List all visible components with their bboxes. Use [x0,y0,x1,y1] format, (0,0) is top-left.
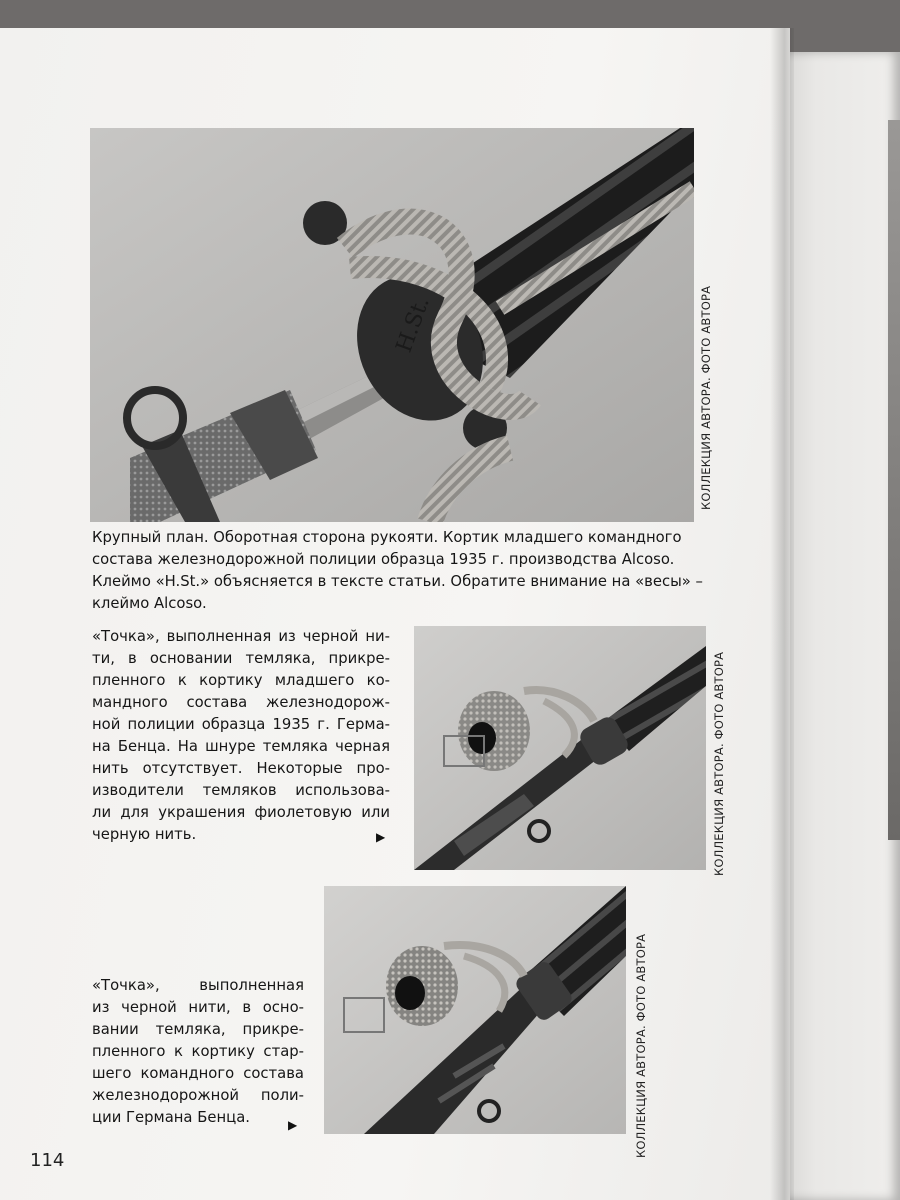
caption-2-line: черную нить. [92,826,197,843]
caption-3 [92,975,304,1129]
caption-1-line: Крупный план. Оборотная сторона рукояти. Кортик младшего командного [92,529,682,546]
caption-1 [92,527,712,615]
caption-2-line: мандного состава железнодорож- [92,694,390,711]
photo-credit-3: КОЛЛЕКЦИЯ АВТОРА. ФОТО АВТОРА [634,933,648,1158]
caption-1-line: состава железнодорожной полиции образца 1935 г. производства Alcoso. [92,551,675,568]
caption-2-line: «Точка», выполненная из черной ни- [92,628,390,645]
caption-1-line: Клеймо «H.St.» объясняется в тексте статьи. Обратите внимание на «весы» – [92,573,703,590]
caption-3-line: «Точка», выполненная [92,977,304,994]
caption-2-line: ти, в основании темляка, прикре- [92,650,390,667]
photo-dagger-hilt-closeup [90,128,694,522]
arrow-right-icon: ▶ [376,830,386,844]
facing-page [780,52,900,1200]
stamp-hst: H.St. [391,293,435,356]
caption-2-line: ли для украшения фиолетовую или [92,804,390,821]
caption-2-line: изводители темляков использова- [92,782,390,799]
caption-2-line: ной полиции образца 1935 г. Герма- [92,716,390,733]
photo-credit-1: КОЛЛЕКЦИЯ АВТОРА. ФОТО АВТОРА [699,285,713,510]
photo-portepee-junior-officer-dagger [414,626,706,870]
page-gutter-shadow [770,28,794,1200]
caption-3-line: шего командного состава [92,1065,304,1082]
arrow-right-icon: ▶ [288,1118,298,1132]
photo-portepee-senior-officer-dagger [324,886,626,1134]
caption-2-line: на Бенца. На шнуре темляка черная [92,738,390,755]
caption-2-line: пленного к кортику младшего ко- [92,672,390,689]
caption-3-line: ции Германа Бенца. [92,1109,250,1126]
caption-2-line: нить отсутствует. Некоторые про- [92,760,390,777]
caption-3-line: вании темляка, прикре- [92,1021,304,1038]
facing-page-photo-edge [888,120,900,840]
caption-3-line: из черной нити, в осно- [92,999,304,1016]
photo-credit-2: КОЛЛЕКЦИЯ АВТОРА. ФОТО АВТОРА [712,651,726,876]
caption-1-line: клеймо Alcoso. [92,595,207,612]
caption-3-line: пленного к кортику стар- [92,1043,304,1060]
caption-3-line: железнодорожной поли- [92,1087,304,1104]
page-number: 114 [30,1150,65,1171]
caption-2 [92,626,390,846]
